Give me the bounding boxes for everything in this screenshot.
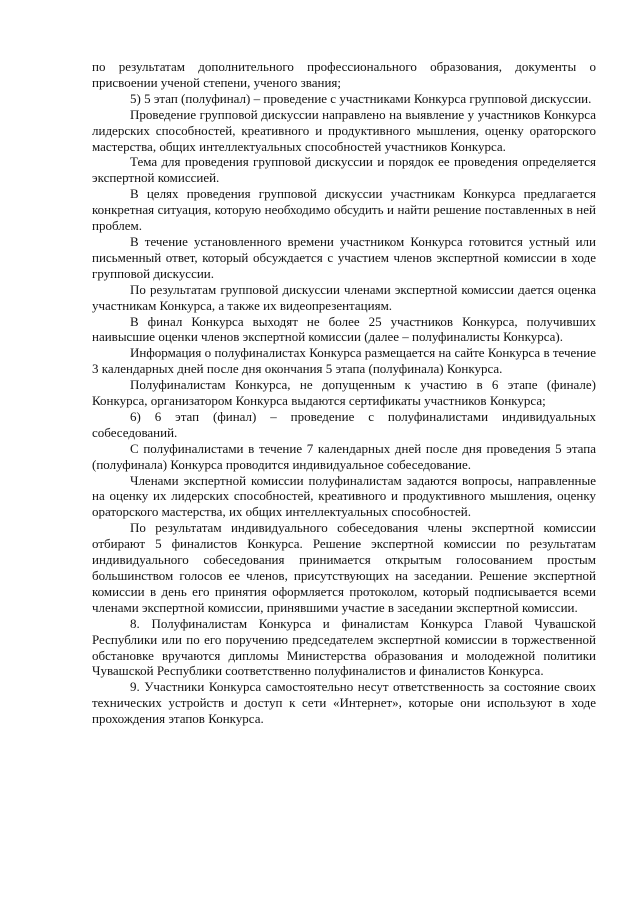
- paragraph: По результатам индивидуального собеседования члены экспертной комиссии отбирают 5 финалистов Конкурса. Решение экспертной комиссии по результатам индивидуального собеседования принимается открытым голосованием простым большинством голосов ее членов, присутствующих на заседании. Решение экспертной комиссии в день его принятия оформляется протоколом, который подписывается всеми членами экспертной комиссии, принявшими участие в заседании экспертной комиссии.: [92, 520, 596, 615]
- paragraph: По результатам групповой дискуссии членами экспертной комиссии дается оценка участникам Конкурса, а также их видеопрезентациям.: [92, 281, 596, 313]
- paragraph: В целях проведения групповой дискуссии участникам Конкурса предлагается конкретная ситуация, которую необходимо обсудить и найти решение поставленных в ней проблем.: [92, 186, 596, 234]
- paragraph: по результатам дополнительного профессионального образования, документы о присвоении ученой степени, ученого звания;: [92, 59, 596, 90]
- paragraph: 9. Участники Конкурса самостоятельно несут ответственность за состояние своих технических устройств и доступ к сети «Интернет», которые они используют в ходе прохождения этапов Конкурса.: [92, 679, 596, 727]
- paragraph: 8. Полуфиналистам Конкурса и финалистам Конкурса Главой Чувашской Республики или по его поручению председателем экспертной комиссии в торжественной обстановке вручаются дипломы Министерства образования и молодежной политики Чувашской Республики соответственно полуфиналистов и финалистов Конкурса.: [92, 615, 596, 679]
- paragraph: Тема для проведения групповой дискуссии и порядок ее проведения определяется экспертной комиссией.: [92, 154, 596, 186]
- paragraph: Полуфиналистам Конкурса, не допущенным к участию в 6 этапе (финале) Конкурса, организатором Конкурса выдаются сертификаты участников Конкурса;: [92, 377, 596, 409]
- paragraph: 6) 6 этап (финал) – проведение с полуфиналистами индивидуальных собеседований.: [92, 408, 596, 440]
- paragraph: С полуфиналистами в течение 7 календарных дней после дня проведения 5 этапа (полуфинала) Конкурса проводится индивидуальное собеседование.: [92, 440, 596, 472]
- paragraph: Информация о полуфиналистах Конкурса размещается на сайте Конкурса в течение 3 календарных дней после дня окончания 5 этапа (полуфинала) Конкурса.: [92, 345, 596, 377]
- paragraph: Членами экспертной комиссии полуфиналистам задаются вопросы, направленные на оценку их лидерских способностей, креативного и продуктивного мышления, оценку ораторского мастерства, их общих интеллектуальных способностей.: [92, 472, 596, 520]
- paragraph: В финал Конкурса выходят не более 25 участников Конкурса, получивших наивысшие оценки членов экспертной комиссии (далее – полуфиналисты Конкурса).: [92, 313, 596, 345]
- paragraph: В течение установленного времени участником Конкурса готовится устный или письменный ответ, который обсуждается с участием членов экспертной комиссии в ходе групповой дискуссии.: [92, 233, 596, 281]
- paragraph: 5) 5 этап (полуфинал) – проведение с участниками Конкурса групповой дискуссии.: [130, 90, 592, 106]
- paragraph: Проведение групповой дискуссии направлено на выявление у участников Конкурса лидерских способностей, креативного и продуктивного мышления, оценку ораторского мастерства, общих интеллектуальных способностей участников Конкурса.: [92, 106, 596, 154]
